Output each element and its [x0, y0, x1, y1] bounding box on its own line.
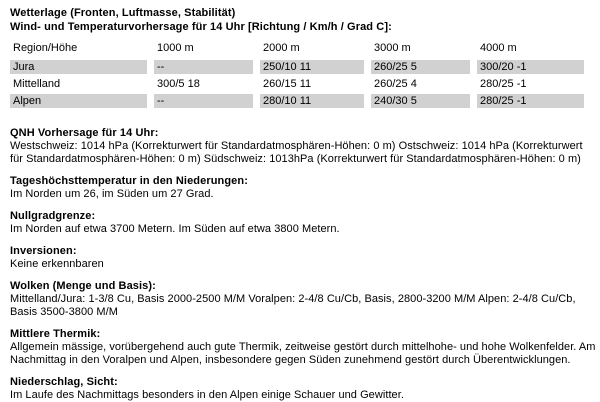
- table-cell: --: [154, 94, 253, 108]
- region-label: Mittelland: [13, 78, 61, 90]
- section-tageshoechsttemperatur: [10, 175, 596, 201]
- table-header-2000m: 2000 m: [263, 42, 300, 54]
- table-cell: 300/5 18: [157, 78, 200, 90]
- table-cell: 240/30 5: [371, 94, 470, 108]
- table-cell: 250/10 11: [260, 60, 364, 74]
- table-cell: 280/25 -1: [480, 78, 527, 90]
- section-mittlere-thermik: [10, 328, 596, 367]
- table-row-jura: [10, 60, 594, 74]
- region-label: Jura: [10, 60, 147, 74]
- table-header-row: [10, 40, 594, 56]
- section-body: Mittelland/Jura: 1-3/8 Cu, Basis 2000-2500 M/M Voralpen: 2-4/8 Cu/Cb, Basis, 2800-3200 M/M Alpen: 2-4/8 Cu/Cb, Basis 3500-3800 M/M: [10, 293, 576, 318]
- section-heading: Niederschlag, Sicht:: [10, 376, 118, 388]
- section-heading: Wolken (Menge und Basis):: [10, 280, 156, 292]
- table-header-1000m: 1000 m: [157, 42, 194, 54]
- section-wolken: [10, 280, 596, 319]
- report-title: Wetterlage (Fronten, Luftmasse, Stabilität): [10, 7, 236, 19]
- table-header-4000m: 4000 m: [480, 42, 517, 54]
- table-cell: 260/15 11: [263, 78, 312, 90]
- section-heading: Nullgradgrenze:: [10, 210, 96, 222]
- table-cell: 260/25 5: [371, 60, 470, 74]
- section-body: Keine erkennbaren: [10, 258, 104, 270]
- section-body: Allgemein mässige, vorübergehend auch gute Thermik, zeitweise gestört durch mittelhohe- und hohe Wolkenfelder. Am Nachmittag in den Voralpen und Alpen, insbesondere gegen Süden zunehmend gestört durch Überentwicklungen.: [10, 341, 596, 366]
- region-label: Alpen: [10, 94, 147, 108]
- table-cell: 280/25 -1: [477, 94, 584, 108]
- section-body: Im Norden auf etwa 3700 Metern. Im Süden auf etwa 3800 Metern.: [10, 223, 340, 235]
- section-niederschlag-sicht: [10, 376, 596, 402]
- table-cell: 260/25 4: [374, 78, 417, 90]
- table-cell: 300/20 -1: [477, 60, 584, 74]
- wind-temperature-forecast-subtitle: Wind- und Temperaturvorhersage für 14 Uhr [Richtung / Km/h / Grad C]:: [10, 21, 392, 33]
- section-heading: Tageshöchsttemperatur in den Niederungen:: [10, 175, 248, 187]
- section-qnh: [10, 127, 596, 166]
- section-heading: QNH Vorhersage für 14 Uhr:: [10, 127, 159, 139]
- table-row-alpen: [10, 94, 594, 108]
- forecast-text-sections: [10, 127, 596, 402]
- table-header-region: Region/Höhe: [13, 42, 78, 54]
- table-row-mittelland: [10, 77, 594, 91]
- section-body: Westschweiz: 1014 hPa (Korrekturwert für Standardatmosphären-Höhen: 0 m) Ostschweiz: 1014 hPa (Korrekturwert für Standardatmosphären-Höhen: 0 m) Südschweiz: 1013hPa (Korrekturwert für Standardatmosphären-Höhen: 0 m): [10, 140, 583, 165]
- section-heading: Inversionen:: [10, 245, 77, 257]
- section-heading: Mittlere Thermik:: [10, 328, 101, 340]
- table-header-3000m: 3000 m: [374, 42, 411, 54]
- section-body: Im Laufe des Nachmittags besonders in den Alpen einige Schauer und Gewitter.: [10, 389, 404, 401]
- table-cell: 280/10 11: [260, 94, 364, 108]
- wind-temperature-table: [10, 40, 594, 108]
- section-nullgradgrenze: [10, 210, 596, 236]
- section-inversionen: [10, 245, 596, 271]
- table-cell: --: [154, 60, 253, 74]
- section-body: Im Norden um 26, im Süden um 27 Grad.: [10, 188, 214, 200]
